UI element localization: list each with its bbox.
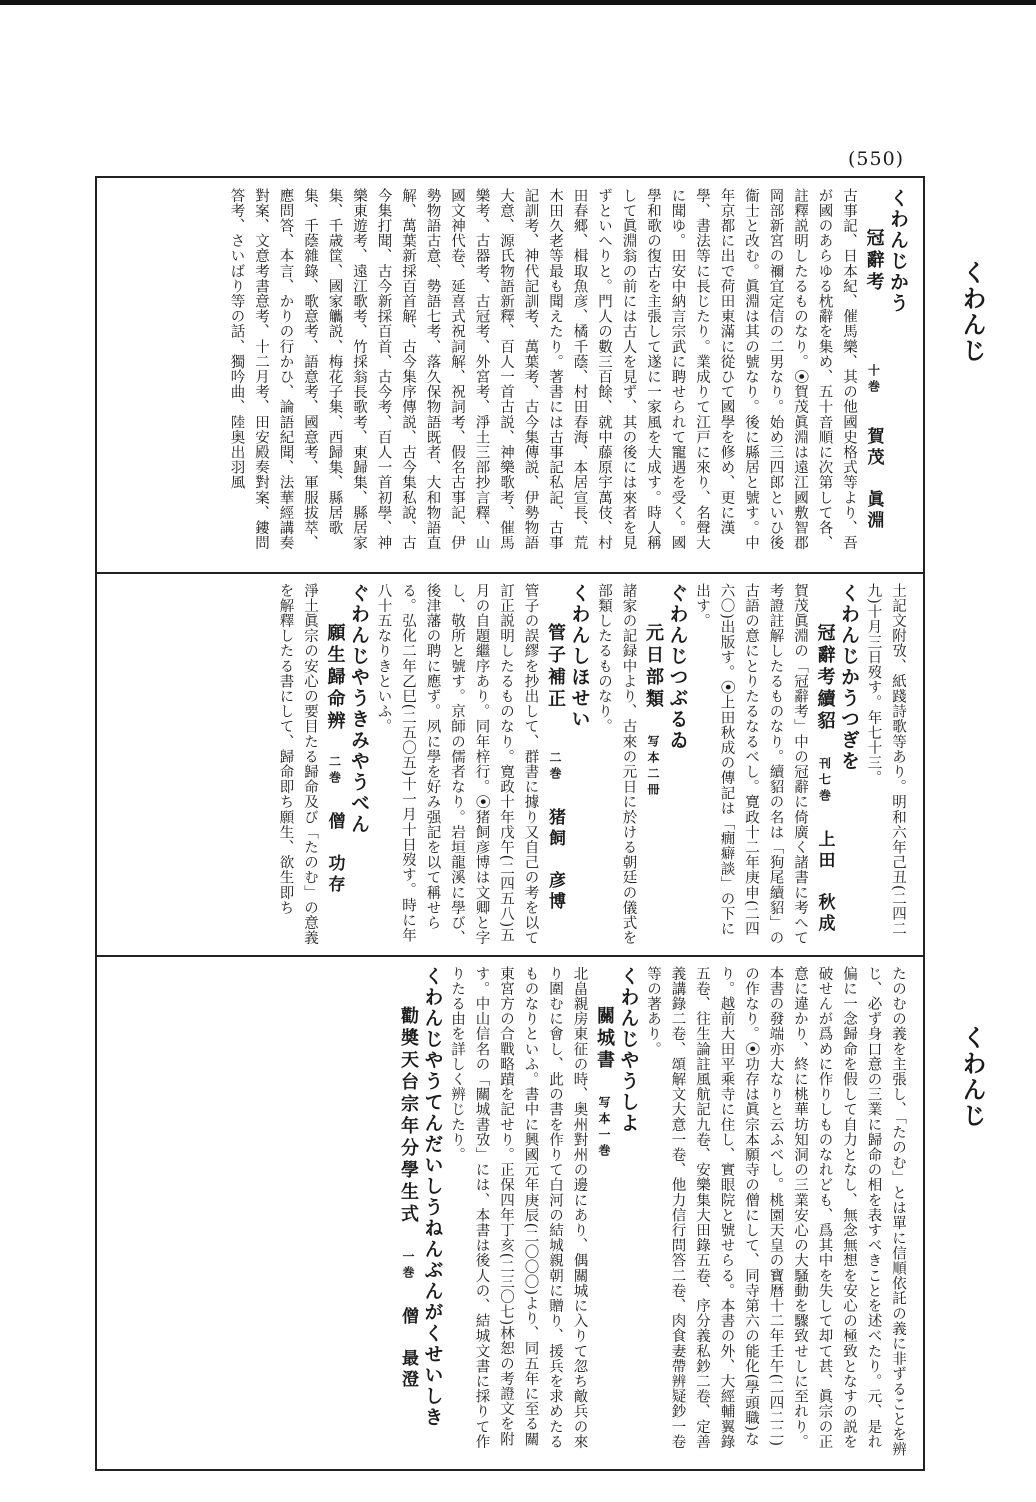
continued-text: たのむの義を主張し、「たのむ」とは單に信順依託の義に非ずることを辨じ、必ず身口意の三業に歸命の相を表すべきことを述べたり。元、是れ偏に一念歸命を假して自力となし、無念無想を安心の極致となすの説を破せんが爲めに作りしものなれども、爲其中を失して却て甚、眞宗の正意に違かり、終に桃華坊知洞の三業安心の大騒動を驟致せしに至れり。本書の發端亦大なりと云ふべし。桃園天皇の寶暦十二年壬午(二四二二)の作なり。⦿功存は眞宗本願寺の僧にして、同寺第六の能化(學頭職)なり。越前大田平乘寺に住し、實眼院と號せらる。本書の外、大經輔翼錄五卷、往生論註風航記九卷、安樂集大田錄五卷、序分義私鈔二卷、定善義講錄二卷、頌解文大意一卷、他力信行問答二卷、肉食妻帶辨疑鈔一卷等の著あり。 bbox=[645, 966, 906, 1458]
volume-count: 二巻 bbox=[548, 751, 562, 784]
title-text: 勸奬天台宗年分學生式 bbox=[398, 1006, 419, 1226]
volume-count: 十巻 bbox=[866, 364, 881, 397]
running-head-left: くわんじ bbox=[958, 1025, 987, 1129]
band-bottom bbox=[105, 966, 910, 1461]
continued-text: 土記文附攷、紙踐詩歌等あり。明和六年己丑(二四二九)十月三日歿す。年七十三。 bbox=[865, 583, 906, 937]
headword: ぐわんじつぶるゐ bbox=[666, 583, 689, 751]
headword: くわんじかうつぎを bbox=[838, 583, 860, 772]
running-head-right: くわんじ bbox=[958, 260, 987, 364]
top-rule bbox=[0, 0, 1036, 5]
entry-body: 賀茂眞淵の「冠辭考」中の冠辭に倚廣く諸書に考へて考證註解したるものなり。續貂の名は「狗尾續貂」の古語の意にとりたるなるべし。寛政十二年庚申(二四六〇)出版す。⦿上田秋成の傳記は「癇癖談」の下に出す。 bbox=[694, 583, 808, 946]
entry-body: 管子の誤繆を抄出して、群書に據り又自己の考を以て訂正説明したるものなり。寛政十年戊午(二四五八)五月の自題繼序あり。同年梓行。⦿猪飼彦博は文卿と字し、敬所と號す。京師の儒者なり。岩垣龍溪に學び、後津藩の聘に應ず。夙に學を好み强記を以て稱せらる。弘化二年乙巳(二五〇五)十一月十日歿す。時に年八十五なりきといふ。 bbox=[375, 583, 539, 946]
author: 僧 功存 bbox=[324, 811, 345, 896]
entry-title bbox=[641, 583, 666, 947]
headword: くわんじかう bbox=[887, 188, 909, 314]
entry-title bbox=[861, 188, 886, 564]
page-number: (550) bbox=[848, 148, 905, 170]
title-text: 元日部類 bbox=[643, 623, 664, 711]
volume-count: 刊七巻 bbox=[817, 757, 832, 806]
entry-title bbox=[396, 966, 421, 1461]
volume-count: 写本一巻 bbox=[597, 1096, 611, 1161]
author: 上田 秋成 bbox=[814, 829, 835, 935]
title-text: 冠辭考續貂 bbox=[814, 623, 836, 733]
title-text: 願生歸命辨 bbox=[324, 623, 346, 733]
headword: くわんじやうてんだいしうねんぶんがくせいしき bbox=[421, 966, 444, 1428]
entry-body: 諸家の記録中より、古來の元日に於ける朝廷の儀式を部類したるものなり。 bbox=[596, 583, 637, 946]
title-text: 管子補正 bbox=[545, 623, 566, 711]
headword: ぐわんじやうきみやうべん bbox=[348, 583, 370, 835]
title-text: 冠辭考 bbox=[863, 228, 885, 294]
headword: くわんじやうしよ bbox=[617, 966, 640, 1134]
divider-bottom bbox=[95, 955, 925, 957]
entry-title bbox=[322, 583, 347, 947]
author: 賀茂 眞淵 bbox=[863, 426, 884, 532]
headword: くわんしほせい bbox=[568, 583, 591, 730]
volume-count: 二巻 bbox=[327, 755, 342, 788]
volume-count: 写本二冊 bbox=[646, 735, 660, 800]
author: 僧 最澄 bbox=[398, 1306, 418, 1391]
entry-body: 淨土眞宗の安心の要目たる歸命及び「たのむ」の意義を解釋したる書にして、歸命即ち願生、欲生即ち bbox=[277, 583, 318, 946]
band-middle bbox=[105, 583, 910, 947]
entry-title bbox=[592, 966, 617, 1461]
entry-kanjiko bbox=[105, 188, 910, 564]
volume-count: 一巻 bbox=[401, 1250, 415, 1283]
author: 猪飼 彦博 bbox=[545, 807, 565, 913]
entry-title bbox=[543, 583, 568, 947]
entry-title bbox=[812, 583, 837, 947]
entry-body: 古事記、日本紀、催馬樂、其の他國史格式等より、吾が國のあらゆる枕辭を集め、五十音順に次第して各、註釋説明したるものなり。⦿賀茂眞淵は遠江國敷智郡岡部新宮の禰宜定信の二男なり。始め三四郎といひ後衞士と改む。眞淵は其の號なり。後に縣居と號す。中年京都に出で荷田東滿に從ひて國學を修め、更に漢學、書法等に長じたり。業成りて江戸に來り、名聲大に聞ゆ。田安中納言宗武に聘せられて寵遇を受く。國學和歌の復古を主張して遂に一家風を大成す。時人稱して眞淵翁の前には古人を見ず、其の後には來者を見ずといへりと。門人の數三百餘、就中藤原宇萬伎、村田春郷、楫取魚彦、橘千蔭、村田春海、本居宣長、荒木田久老等最も聞えたり。著書には古事記私記、古事記訓考、神代記訓考、萬葉考、古今集傳説、伊勢物語大意、源氏物語新釋、百人一首古説、神樂歌考、催馬樂考、古器考、古冠考、外宮考、淨土三部抄言釋、山國文神代卷、延喜式祝詞解、祝詞考、假名古事記、伊勢物語古意、勢語七考、落久保物語既者、大和物語直解、萬葉新採百首解、古今集序傳説、古今集私說、古今集打聞、古今新採百首、古今考、百人一首初學、神樂東遊考、遠江歌考、竹採翁長歌考、東歸集、縣居家集、千歳筐、國家觿説、梅花子集、西歸集、縣居歌集、千蔭雜錄、歌意考、語意考、國意考、軍服拔萃、應問答、本言、かりの行かひ、論語紀聞、法華經講奏對案、文意考書意考、十二月考、田安殿奏對案、鏤問答考、さいばり等の話、獨吟曲、陸奥出羽風 bbox=[228, 188, 857, 551]
divider-top bbox=[95, 572, 925, 574]
entry-body: 北畠親房東征の時、奥州對州の邊にあり、偶關城に入りて忽ち敵兵の來り圍むに會し、此の書を作りて白河の結城親朝に贈り、援兵を求めたるものなりといふ。書中に興國元年庚辰(二〇〇〇)より、同五年に至る關東宮方の合戰略蹟を記せり。正保四年丁亥(二三〇七)林恕の考證文を附す。中山信名の「關城書攷」には、本書は後人の、結城文書に採りて作りたる由を詳しく辨じたり。 bbox=[449, 966, 588, 1450]
title-text: 關城書 bbox=[594, 1006, 615, 1072]
